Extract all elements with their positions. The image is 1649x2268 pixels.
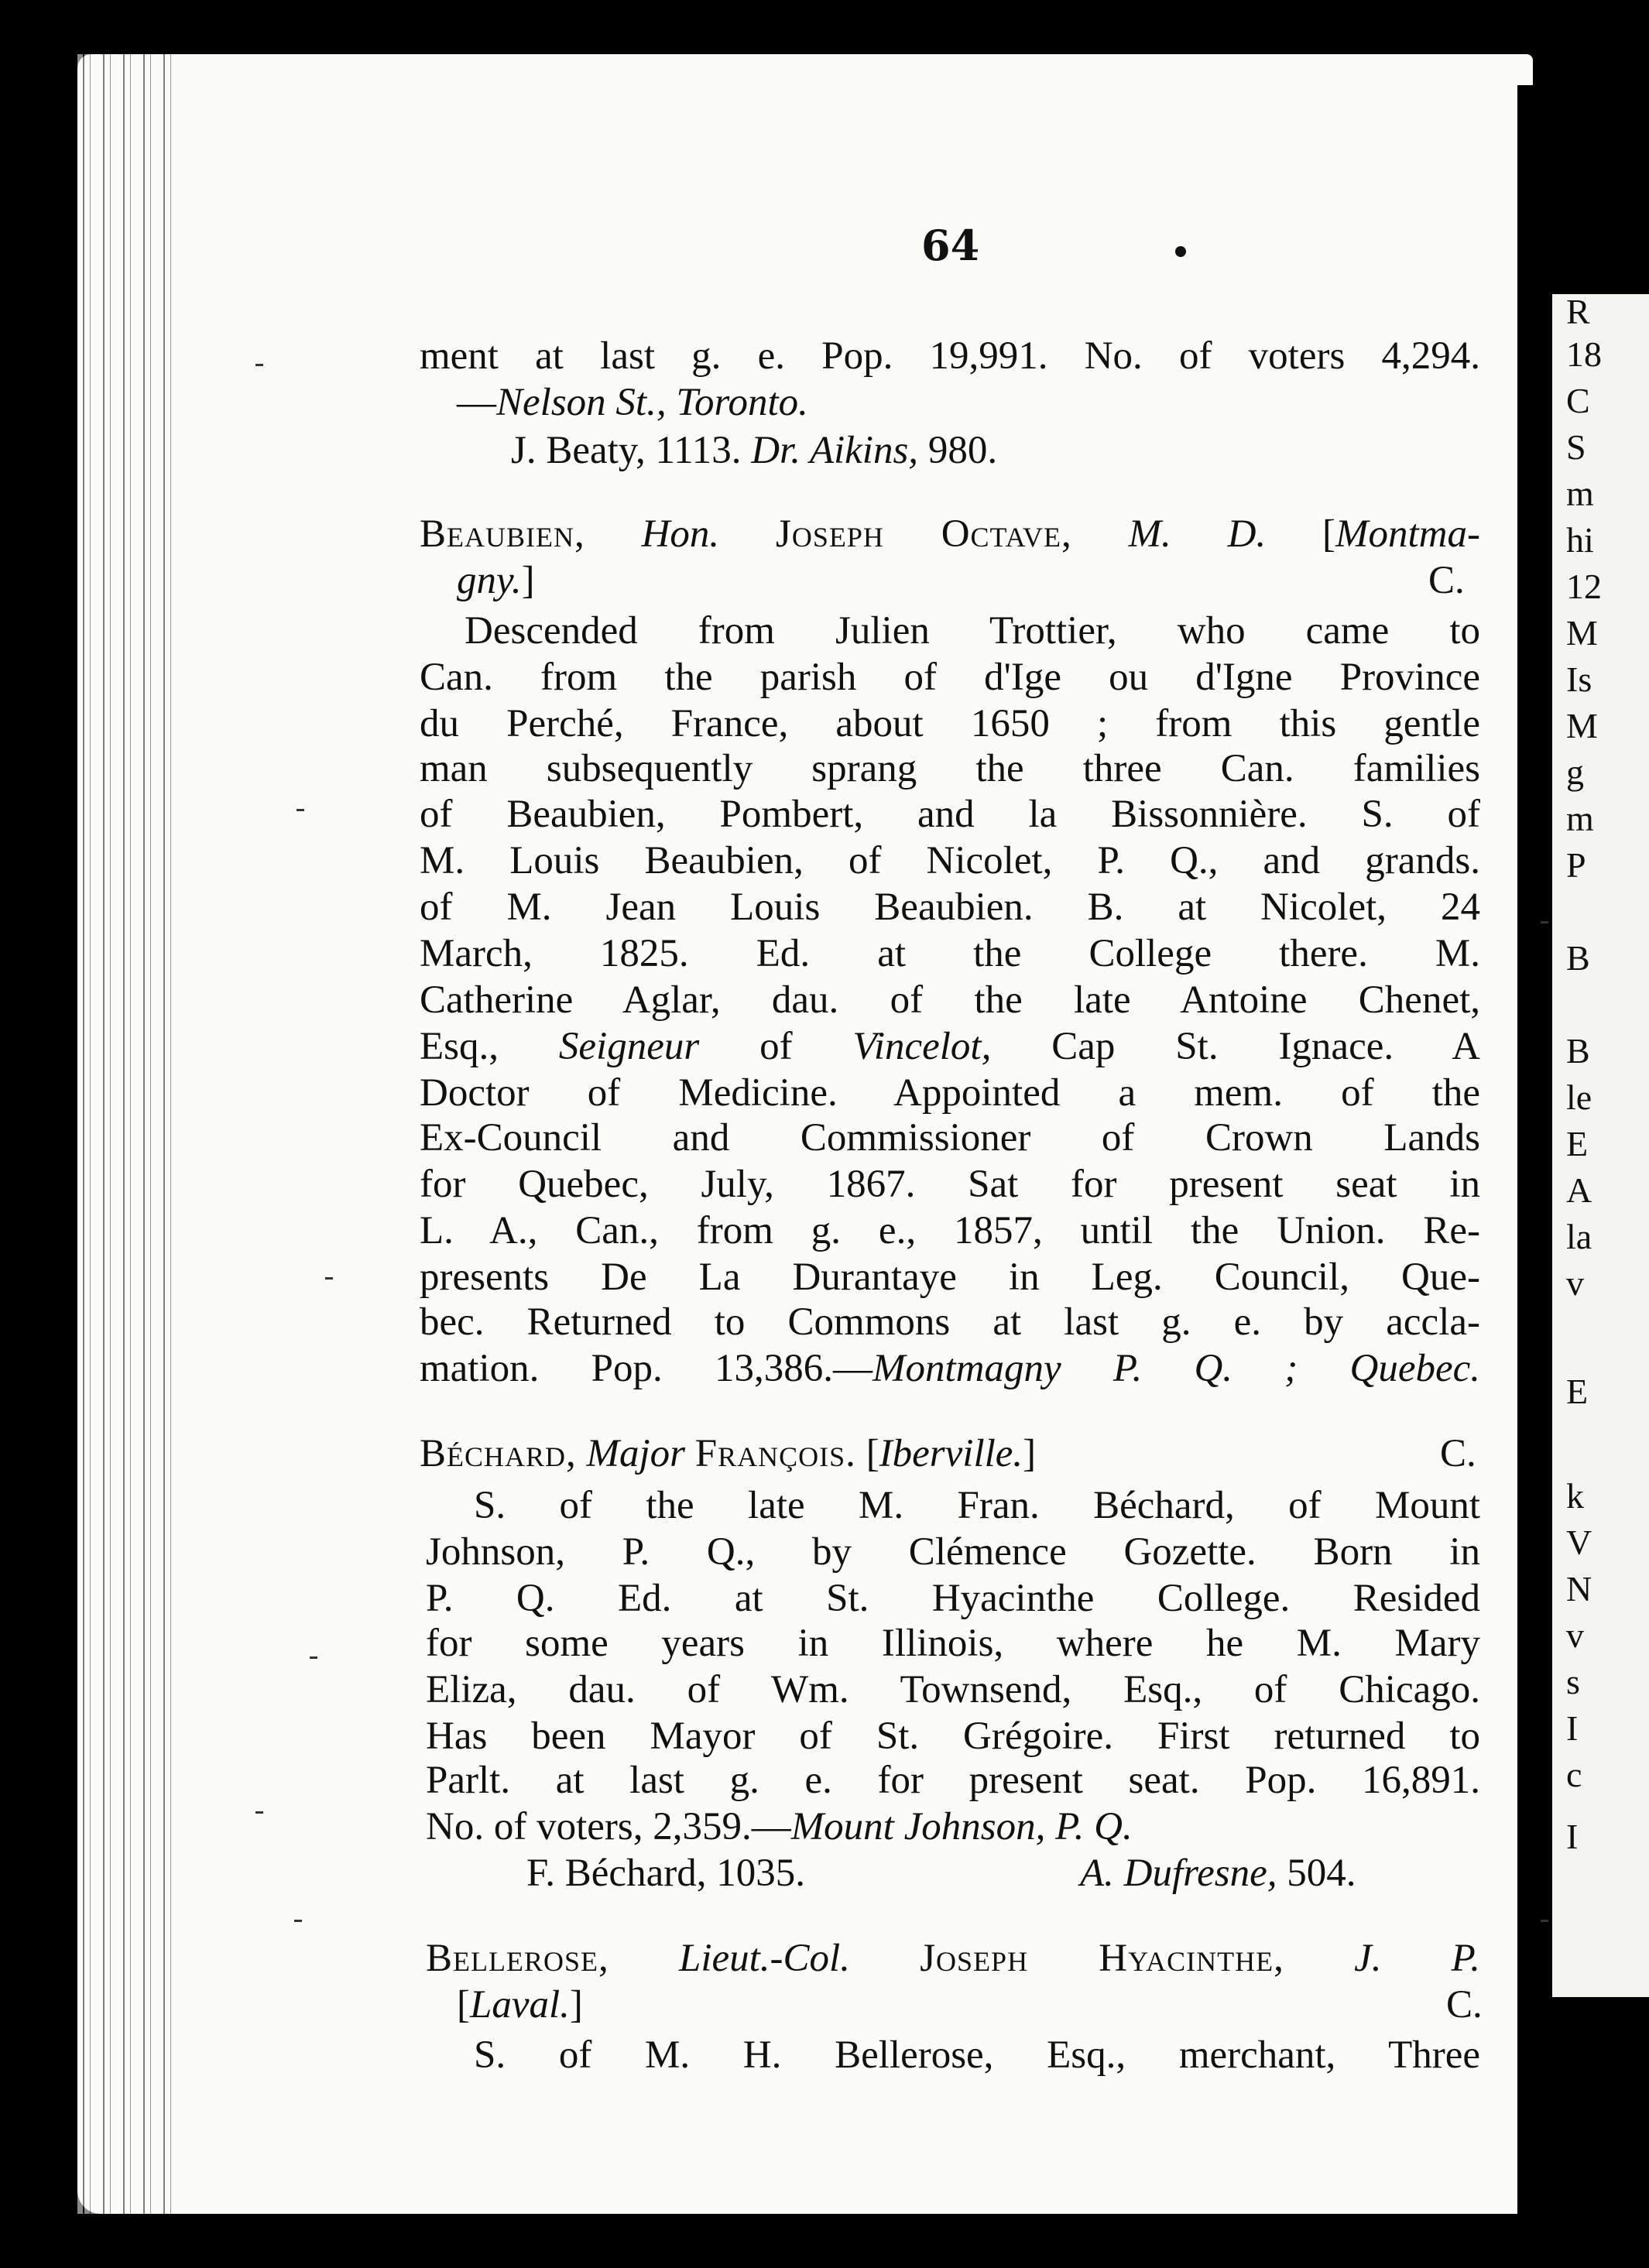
text-line [420,1070,1480,1116]
margin-speck [255,364,263,366]
margin-speck [310,1656,317,1659]
text-run [609,1937,679,1980]
text-run: Can. from the parish of d'Ige ou d'Igne Province [420,656,1480,699]
adjacent-page-strip [1552,294,1649,1997]
adjacent-page-fragment: I [1566,1708,1579,1748]
text-run: S. of the late M. Fran. Béchard, of Mount [474,1484,1480,1527]
text-run: [ [855,1432,879,1475]
adjacent-page-fragment: v [1566,1615,1584,1655]
text-run: Esq., [420,1025,559,1068]
text-run: Seigneur [558,1025,700,1068]
margin-speck [255,1811,263,1814]
text-run [577,1432,587,1475]
text-line [1446,1982,1483,2028]
adjacent-page-fragment: g [1566,752,1584,792]
text-run: Vincelot, [852,1025,992,1068]
text-line [420,333,1480,379]
adjacent-page-fragment: C [1566,381,1590,420]
text-run: Montmagny P. Q. ; Quebec. [872,1347,1480,1390]
text-line [420,1299,1480,1345]
adjacent-page-fragment: B [1566,938,1590,978]
text-run [585,512,642,556]
text-run: Cap St. Ignace. A [991,1025,1480,1068]
binding-gutter [77,54,178,2214]
adjacent-page-fragment: 18 [1566,334,1602,374]
text-line [420,1208,1480,1254]
text-run: Joseph Octave, [776,512,1072,556]
text-run: Nelson St., Toronto. [496,381,808,424]
text-run: Hon. [641,512,720,556]
text-line [426,1529,1480,1575]
text-run: P. Q. Ed. at St. Hyacinthe College. Resided [426,1577,1480,1620]
text-run: M. D. [1128,512,1267,556]
text-run: Bellerose, [426,1937,609,1980]
text-line [420,1345,1480,1392]
text-run: for Quebec, July, 1867. Sat for present seat in [420,1163,1480,1206]
adjacent-page-fragment: hi [1566,520,1594,560]
text-run: Parlt. at last g. e. for present seat. Pop. 16,891. [426,1759,1480,1802]
adjacent-page-fragment: s [1566,1662,1580,1701]
text-run: mation. Pop. 13,386.— [420,1347,872,1390]
adjacent-page-fragment: k [1566,1476,1584,1516]
text-line [420,511,1480,557]
adjacent-page-fragment: 12 [1566,567,1602,606]
adjacent-page-fragment: R [1566,292,1590,331]
text-run: man subsequently sprang the three Can. families [420,747,1480,790]
text-run: ] [569,1983,583,2026]
text-line [426,1575,1480,1622]
margin-speck [297,809,304,811]
text-run: bec. Returned to Commons at last g. e. by accla- [420,1300,1480,1344]
text-run: of [699,1025,853,1068]
text-run: L. A., Can., from g. e., 1857, until the Union. Re- [420,1209,1480,1252]
text-run [1072,512,1129,556]
text-run: Doctor of Medicine. Appointed a mem. of the [420,1071,1480,1115]
adjacent-page-fragment: v [1566,1263,1584,1303]
text-run: M. Louis Beaubien, of Nicolet, P. Q., and grands. [420,839,1480,882]
text-run: Iberville. [879,1432,1023,1475]
text-run: [ [457,1983,470,2026]
text-run: presents De La Durantaye in Leg. Council, Que- [420,1256,1480,1299]
text-line [420,1115,1480,1161]
text-run: Beaubien, [420,512,585,556]
adjacent-page-fragment: N [1566,1569,1592,1608]
adjacent-page-fragment: E [1566,1124,1589,1163]
text-run [685,1432,695,1475]
adjacent-page-fragment: m [1566,799,1594,838]
adjacent-page-fragment: P [1566,845,1586,885]
text-run: Laval. [469,1983,570,2026]
text-line [1440,1430,1476,1477]
adjacent-page-fragment: V [1566,1523,1592,1562]
text-line [420,1254,1480,1300]
text-run: Ex-Council and Commissioner of Crown Lands [420,1116,1480,1160]
adjacent-page-fragment: m [1566,474,1594,513]
text-run: Has been Mayor of St. Grégoire. First returned to [426,1715,1480,1758]
text-run: Béchard, [420,1432,577,1475]
text-line [457,379,808,426]
page-number: 64 [921,221,980,270]
text-run: 980. [918,429,998,472]
text-run: [ [1266,512,1336,556]
text-line [420,654,1480,701]
text-run: for some years in Illinois, where he M. Mary [426,1622,1480,1665]
text-run: du Perché, France, about 1650 ; from this gentle [420,702,1480,745]
text-run [1284,1937,1354,1980]
text-run: J. P. [1354,1937,1481,1980]
text-run: ] [1023,1432,1037,1475]
text-run: S. of M. H. Bellerose, Esq., merchant, Three [474,2033,1480,2077]
text-run: 504. [1277,1852,1356,1895]
text-line [420,1023,1480,1070]
text-line [1428,557,1465,604]
text-run: François. [694,1432,856,1475]
margin-speck [294,1920,302,1922]
text-line [1080,1850,1356,1896]
text-run: ment at last g. e. Pop. 19,991. No. of voters 4,294. [420,334,1480,378]
margin-speck [1541,1920,1548,1922]
text-run: C. [1428,559,1465,602]
text-run: Major [586,1432,686,1475]
adjacent-page-fragment: I [1566,1817,1579,1856]
text-run: Catherine Aglar, dau. of the late Antoine Chenet, [420,978,1480,1022]
text-run: March, 1825. Ed. at the College there. M. [420,932,1480,975]
text-run: Montma- [1335,512,1480,556]
text-run: of Beaubien, Pombert, and la Bissonnière. S. of [420,793,1480,836]
text-run: No. of voters, 2,359.— [426,1805,791,1848]
text-line [420,701,1480,747]
text-line [474,1482,1480,1529]
text-run: — [457,381,496,424]
margin-speck [1541,921,1548,923]
text-line [426,1667,1480,1713]
text-line [526,1850,805,1896]
text-run: Eliza, dau. of Wm. Townsend, Esq., of Chicago. [426,1668,1480,1711]
text-run: Descended from Julien Trottier, who came to [465,609,1480,653]
text-run: Dr. Aikins, [751,429,919,472]
text-run: F. Béchard, 1035. [526,1852,805,1895]
text-line [420,1161,1480,1208]
adjacent-page-fragment: B [1566,1031,1590,1071]
text-line [420,977,1480,1023]
text-run: Joseph Hyacinthe, [920,1937,1284,1980]
text-run: A. Dufresne, [1080,1852,1277,1895]
text-line [420,745,1480,792]
text-line [474,2032,1480,2078]
text-line [426,1804,1133,1850]
adjacent-page-fragment: S [1566,427,1586,467]
text-line [457,1982,583,2028]
text-run [850,1937,920,1980]
text-run: of M. Jean Louis Beaubien. B. at Nicolet, 24 [420,886,1480,929]
text-line [426,1935,1480,1982]
text-run: ] [521,559,535,602]
text-line [426,1620,1480,1667]
adjacent-page-fragment: le [1566,1077,1592,1117]
text-run: Lieut.-Col. [678,1937,850,1980]
text-run: Mount Johnson, P. Q. [790,1805,1133,1848]
text-run: C. [1446,1983,1483,2026]
page-edge-shadow [1517,85,1552,2214]
text-run: C. [1440,1432,1476,1475]
adjacent-page-fragment: A [1566,1170,1592,1210]
adjacent-page-fragment: M [1566,706,1598,745]
text-line [426,1713,1480,1759]
text-line [465,608,1480,654]
text-run: Johnson, P. Q., by Clémence Gozette. Born in [426,1530,1480,1574]
text-line [511,427,997,474]
text-line [420,930,1480,977]
adjacent-page-fragment: E [1566,1372,1589,1411]
adjacent-page-fragment: M [1566,613,1598,653]
text-line [420,838,1480,884]
text-line [420,791,1480,838]
text-run: J. Beaty, 1113. [511,429,752,472]
adjacent-page-fragment: Is [1566,660,1592,699]
text-line [420,884,1480,930]
ink-dot [1175,246,1186,257]
text-run [719,512,776,556]
adjacent-page-fragment: c [1566,1755,1582,1794]
text-line [426,1757,1480,1804]
margin-speck [325,1277,333,1280]
adjacent-page-fragment: la [1566,1217,1592,1256]
text-run: gny. [457,559,522,602]
text-line [457,557,535,604]
text-line [420,1430,1036,1477]
